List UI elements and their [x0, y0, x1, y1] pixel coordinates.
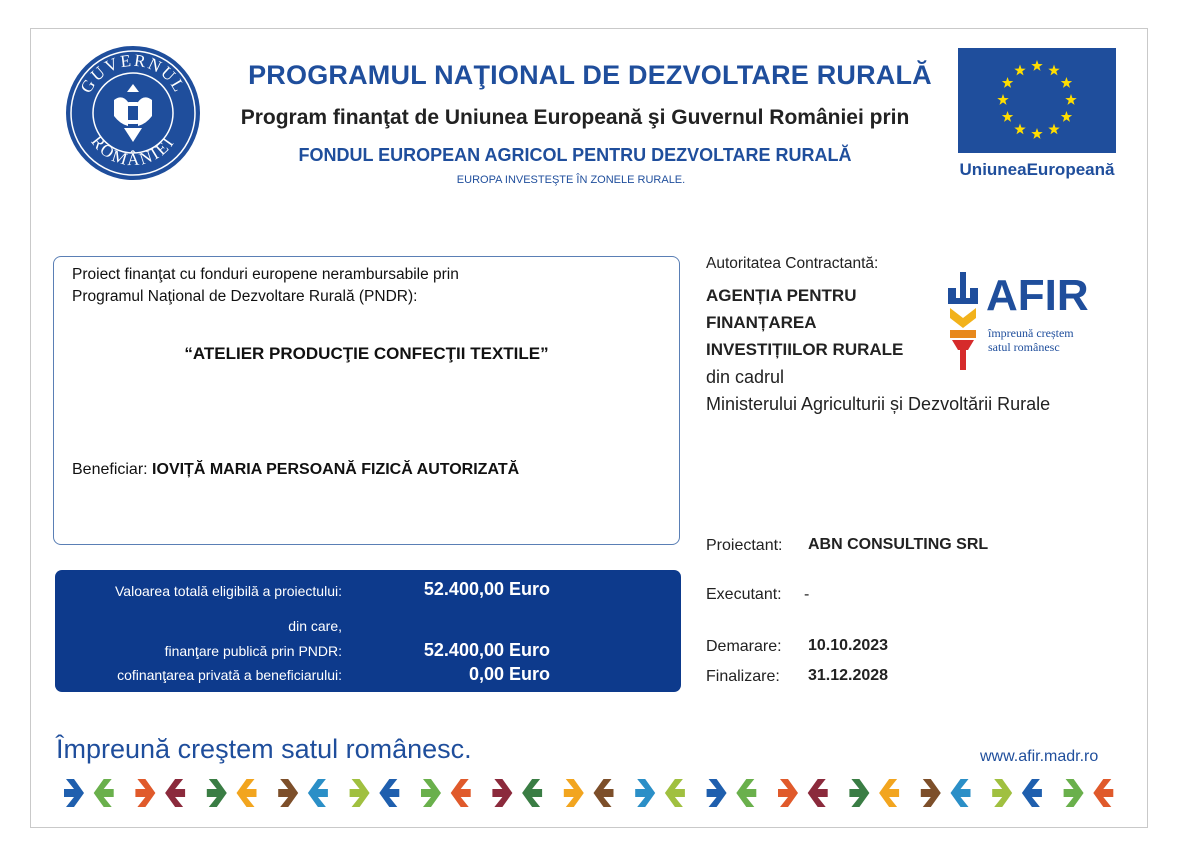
seal-top-text: GUVERNUL: [76, 50, 190, 97]
pattern-motif: [849, 779, 869, 807]
traditional-pattern-border: [54, 772, 1126, 814]
project-intro-line1: Proiect finanţat cu fonduri europene nerambursabile prin: [72, 266, 459, 283]
project-name: “ATELIER PRODUCŢIE CONFECŢII TEXTILE”: [184, 344, 549, 363]
pattern-motif: [207, 779, 227, 807]
pattern-motif: [451, 779, 471, 807]
pattern-motif: [808, 779, 828, 807]
pattern-motif: [1022, 779, 1042, 807]
project-intro: [72, 264, 662, 308]
fund-name: FONDUL EUROPEAN AGRICOL PENTRU DEZVOLTARE RURALĂ: [298, 145, 852, 165]
finalizare-value: 31.12.2028: [808, 667, 889, 684]
seal-bottom-text: ROMÂNIEI: [87, 132, 179, 170]
pattern-motif: [879, 779, 899, 807]
afir-slogan-line2: satul românesc: [988, 340, 1060, 354]
pattern-motif: [736, 779, 756, 807]
beneficiary-value: IOVIȚĂ MARIA PERSOANĂ FIZICĂ AUTORIZATĂ: [152, 461, 520, 478]
pattern-motif: [237, 779, 257, 807]
program-tagline: EUROPA INVESTEŞTE ÎN ZONELE RURALE.: [456, 174, 686, 186]
pattern-motif: [992, 779, 1012, 807]
demarare-label: Demarare:: [706, 638, 782, 655]
agency-line3: INVESTIȚIILOR RURALE: [706, 340, 904, 359]
pattern-motif: [1093, 779, 1113, 807]
pattern-motif: [350, 779, 370, 807]
eu-label: UniuneaEuropeană: [959, 160, 1115, 179]
afir-emblem-icon: [946, 268, 980, 372]
pattern-motif: [594, 779, 614, 807]
total-value-amount: 52.400,00 Euro: [423, 579, 550, 599]
pattern-motif: [778, 779, 798, 807]
pattern-motif: [1064, 779, 1084, 807]
project-intro-line2: Programul Naţional de Dezvoltare Rurală (PNDR):: [72, 288, 418, 305]
eu-flag-icon: [958, 48, 1116, 153]
pattern-motif: [165, 779, 185, 807]
private-cofunding-amount: 0,00 Euro: [468, 664, 550, 684]
pattern-motif: [421, 779, 441, 807]
proiectant-label: Proiectant:: [706, 537, 783, 554]
pattern-motif: [635, 779, 655, 807]
agency-name: [706, 282, 903, 363]
pattern-motif: [522, 779, 542, 807]
program-subtitle: Program finanţat de Uniunea Europeană şi Guvernul României prin: [240, 106, 910, 129]
website-link[interactable]: www.afir.madr.ro: [980, 748, 1099, 765]
public-funding-amount: 52.400,00 Euro: [423, 640, 550, 660]
afir-slogan-line1: împreună creștem: [988, 326, 1074, 340]
contracting-authority-heading: Autoritatea Contractantă:: [706, 255, 879, 272]
afir-logo: [946, 268, 1116, 378]
total-value-label: Valoarea totală eligibilă a proiectului:: [115, 583, 342, 599]
pattern-motif: [135, 779, 155, 807]
beneficiary-label: Beneficiar:: [72, 461, 148, 478]
pattern-motif: [707, 779, 727, 807]
footer-slogan: Împreună creştem satul românesc.: [56, 734, 472, 764]
private-cofunding-label: cofinanţarea privată a beneficiarului:: [117, 667, 342, 683]
program-title: PROGRAMUL NAŢIONAL DE DEZVOLTARE RURALĂ: [248, 60, 932, 90]
proiectant-value: ABN CONSULTING SRL: [808, 536, 989, 553]
pattern-motif: [308, 779, 328, 807]
pattern-motif: [921, 779, 941, 807]
public-funding-label: finanţare publică prin PNDR:: [164, 643, 342, 659]
executant-label: Executant:: [706, 586, 782, 603]
pattern-motif: [379, 779, 399, 807]
pattern-motif: [278, 779, 298, 807]
agency-line2: FINANȚAREA: [706, 313, 817, 332]
afir-name: AFIR: [986, 271, 1089, 320]
pattern-motif: [951, 779, 971, 807]
afir-slogan: [988, 326, 1074, 354]
din-cadrul: din cadrul: [706, 367, 785, 387]
pattern-motif: [564, 779, 584, 807]
agency-line1: AGENȚIA PENTRU: [706, 286, 857, 305]
pattern-motif: [492, 779, 512, 807]
finalizare-label: Finalizare:: [706, 668, 780, 685]
pattern-motif: [665, 779, 685, 807]
din-care-label: din care,: [288, 618, 342, 634]
beneficiary: [72, 461, 519, 479]
pattern-motif: [64, 779, 84, 807]
pattern-motif: [94, 779, 114, 807]
executant-value: -: [804, 586, 810, 603]
demarare-value: 10.10.2023: [808, 637, 889, 654]
ministry-name: Ministerului Agriculturii și Dezvoltării Rurale: [706, 394, 1051, 414]
